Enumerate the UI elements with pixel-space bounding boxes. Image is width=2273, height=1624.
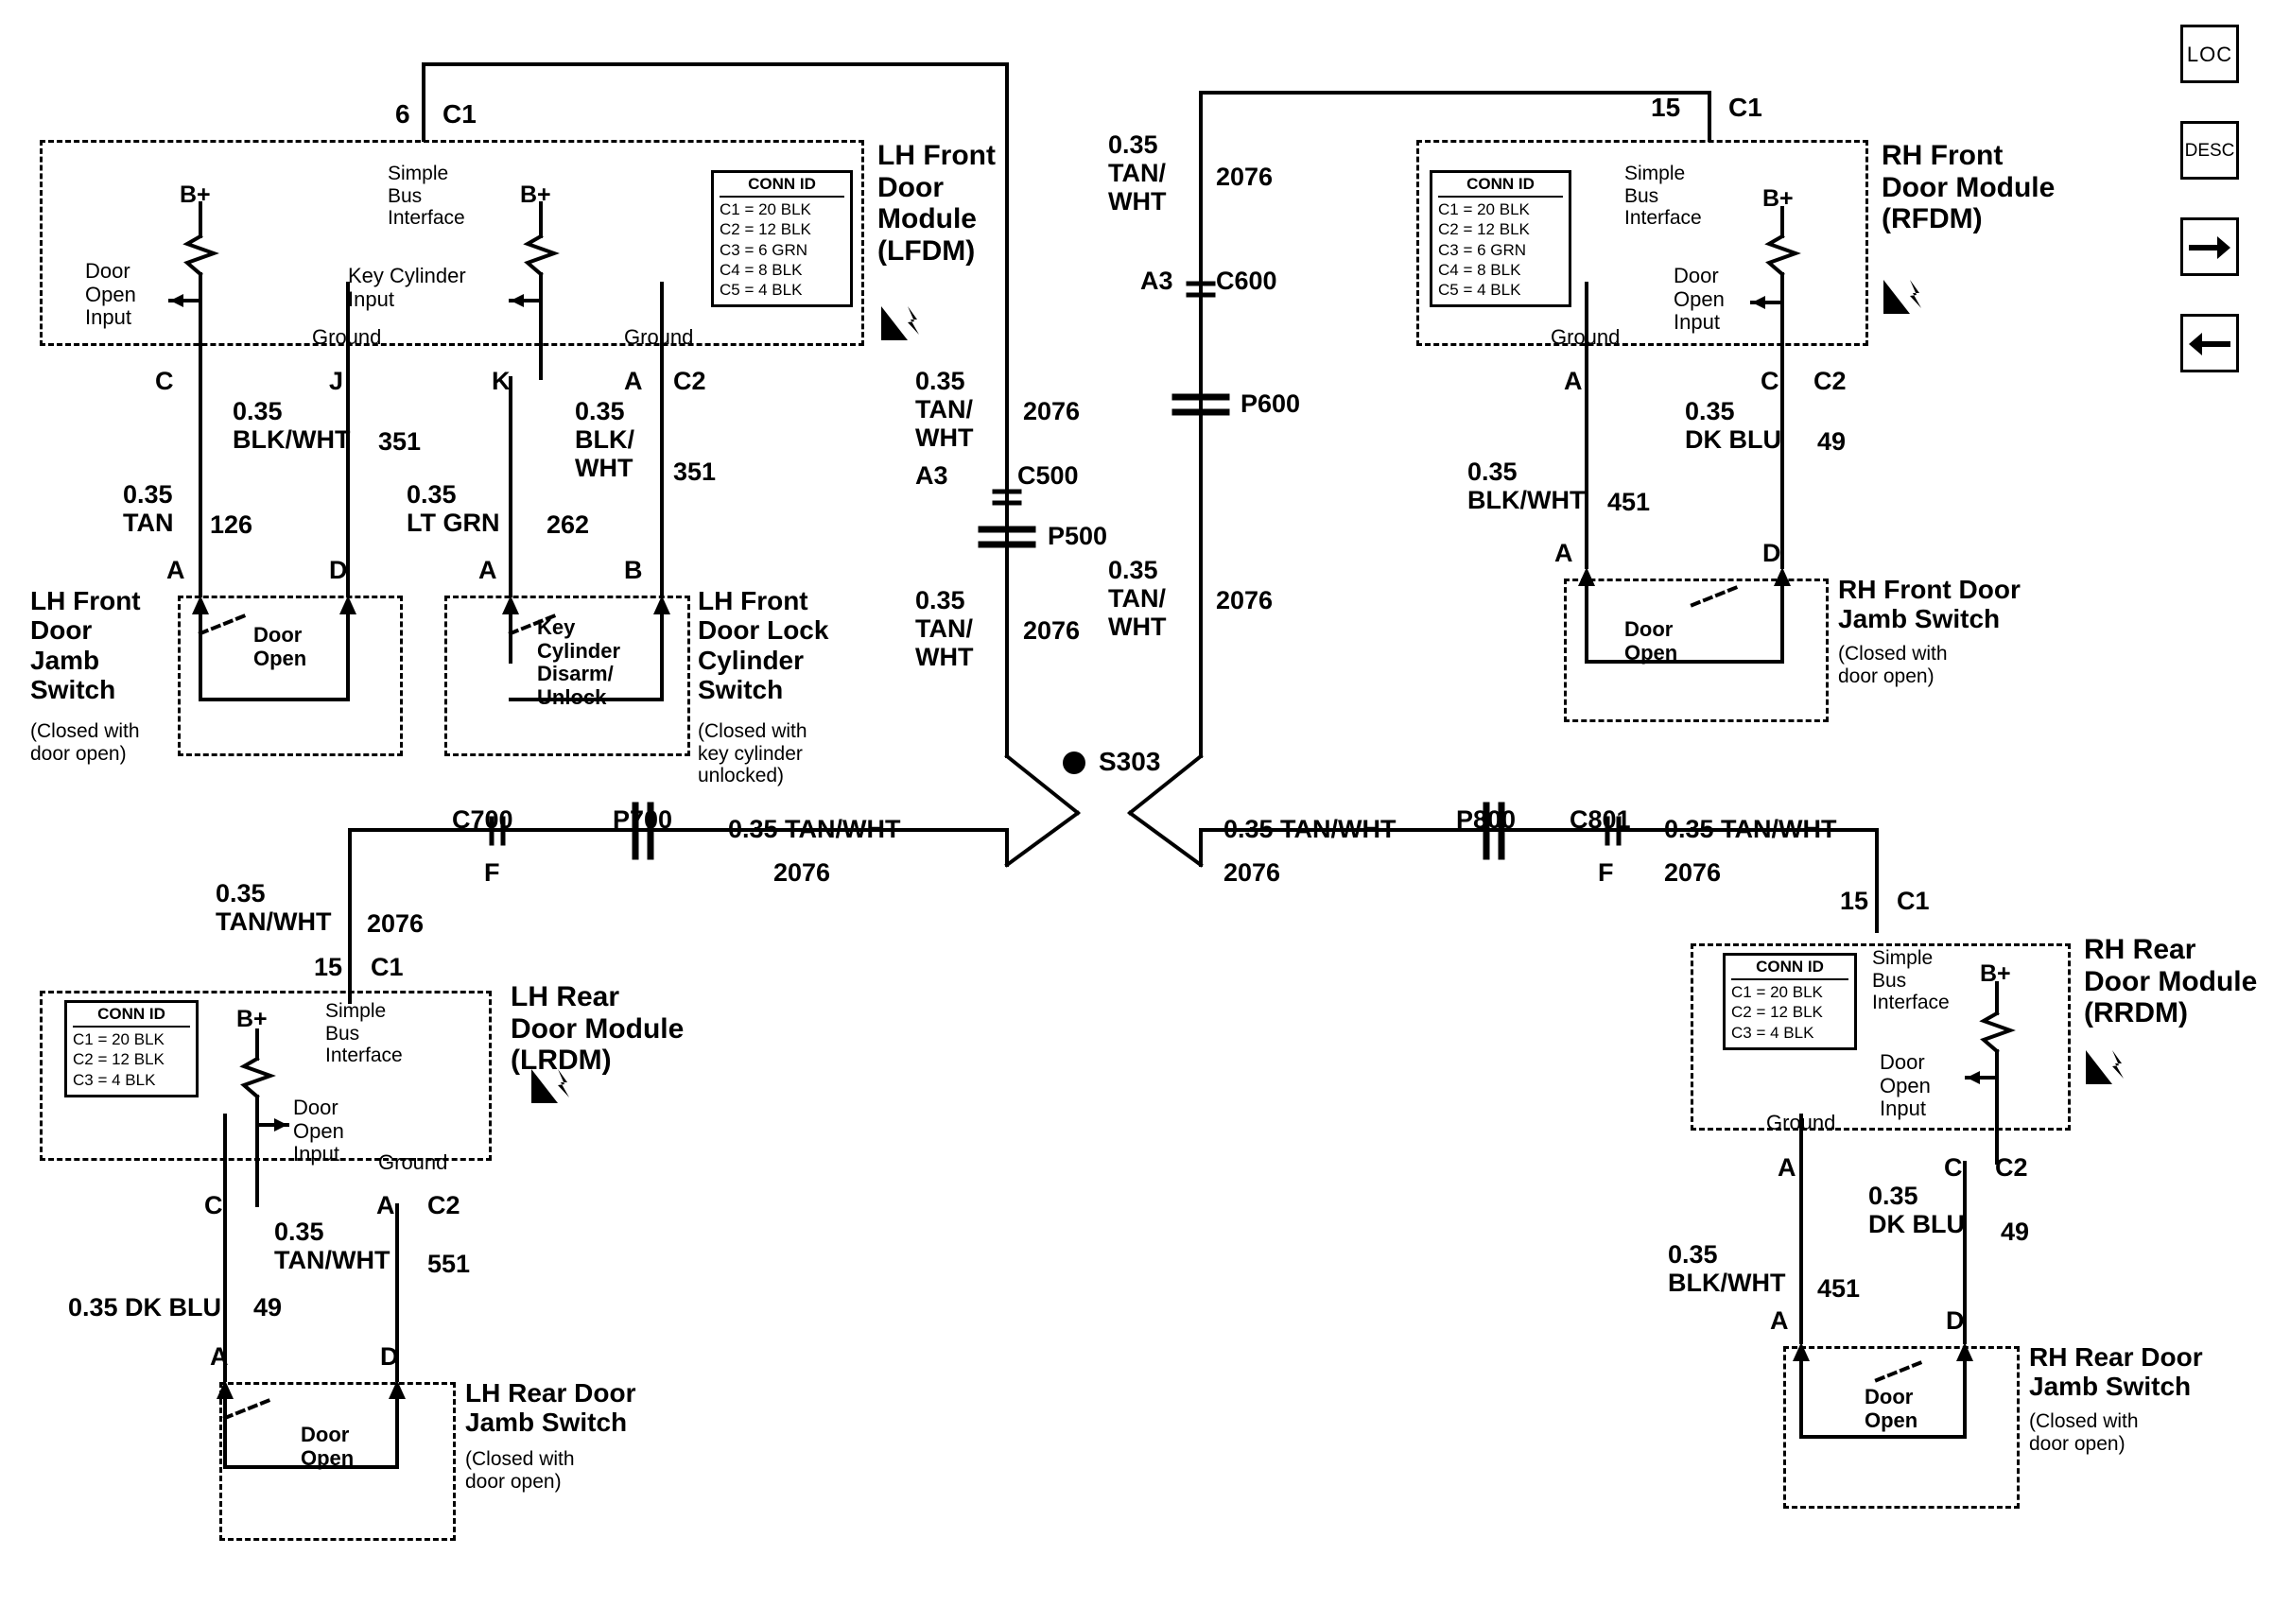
connector-pin-c600: A3 <box>1140 267 1173 295</box>
rfdm-bplus: B+ <box>1762 185 1794 212</box>
wire-circuit-lrdm-dkblu: 49 <box>253 1293 283 1322</box>
pin-label-rh-front-jamb-a: A <box>1554 539 1573 567</box>
esd-sensitive-icon <box>1882 274 1931 316</box>
pin-label-lrdm-a: A <box>376 1191 395 1219</box>
wire-circuit-rfdm-dkblu: 49 <box>1817 427 1847 456</box>
forward-arrow-icon <box>2183 220 2236 273</box>
lfdm-bus-interface-label: Simple Bus Interface <box>388 163 465 230</box>
wire-label-rfdm-top-tanwht: 0.35 TAN/ WHT <box>1108 130 1167 216</box>
switch-note-lh-front-door-lock-cylinder: (Closed with key cylinder unlocked) <box>698 720 807 787</box>
pin-label-lh-rear-jamb-a: A <box>210 1342 229 1371</box>
switch-name-rh-front-door-jamb: RH Front Door Jamb Switch <box>1838 575 2021 634</box>
pin-label-lock-a: A <box>478 556 497 584</box>
lfdm-conn-c1: C1 <box>442 99 477 129</box>
wire-label-lrdm-tanwht: 0.35 TAN/WHT <box>216 879 332 937</box>
rrdm-ground-label: Ground <box>1766 1111 1836 1134</box>
wire-circuit-lfdm-ltgrn: 262 <box>547 510 590 539</box>
lrdm-name: LH Rear Door Module (LRDM) <box>511 981 685 1077</box>
connector-pin-c500: A3 <box>915 461 948 490</box>
switch-state-lh-rear-door-jamb: Door Open <box>301 1423 355 1470</box>
switch-note-lh-front-door-jamb: (Closed with door open) <box>30 720 140 765</box>
switch-state-lh-front-door-lock-cylinder: Key Cylinder Disarm/ Unlock <box>537 615 621 709</box>
lfdm-door-open-input-label: Door Open Input <box>85 259 136 330</box>
wire-circuit-lrdm-tanwht-2: 551 <box>427 1250 471 1278</box>
splice-dot-s303 <box>1063 752 1085 774</box>
rfdm-conn-c1: C1 <box>1728 93 1762 122</box>
switch-box-lh-front-door-jamb <box>178 596 403 756</box>
lrdm-pin-15: 15 <box>314 953 343 981</box>
wire-label-lrdm-dkblu: 0.35 DK BLU <box>68 1293 222 1322</box>
loc-button[interactable] <box>2180 25 2239 83</box>
connector-label-p500: P500 <box>1048 522 1108 550</box>
rrdm-conn-c1: C1 <box>1897 887 1930 915</box>
conn-id-header: CONN ID <box>1438 175 1563 198</box>
pin-label-lfdm-k: K <box>492 367 511 395</box>
lfdm-pin-6: 6 <box>395 99 410 129</box>
conn-id-lfdm <box>711 170 853 307</box>
wire-label-lfdm-blkwht-1: 0.35 BLK/WHT <box>233 397 351 455</box>
lrdm-door-open-input-label: Door Open Input <box>293 1096 344 1166</box>
conn-id-row: C1 = 20 BLK <box>720 200 811 218</box>
pin-label-lrdm-c2: C2 <box>427 1191 460 1219</box>
wire-circuit-lrdm-tanwht: 2076 <box>367 909 425 938</box>
desc-button[interactable] <box>2180 121 2239 180</box>
switch-name-lh-rear-door-jamb: LH Rear Door Jamb Switch <box>465 1378 636 1438</box>
rrdm-name: RH Rear Door Module (RRDM) <box>2084 934 2258 1029</box>
rfdm-pin-15: 15 <box>1651 93 1681 122</box>
connector-label-c700: C700 <box>452 805 513 834</box>
rrdm-door-open-input-label: Door Open Input <box>1880 1050 1931 1121</box>
connector-pin-c700: F <box>484 858 500 887</box>
switch-note-rh-front-door-jamb: (Closed with door open) <box>1838 643 1948 687</box>
conn-id-row: C2 = 12 BLK <box>1731 1003 1823 1022</box>
pin-label-lfdm-c: C <box>155 367 174 395</box>
pin-label-rh-front-jamb-d: D <box>1762 539 1781 567</box>
conn-id-row: C5 = 4 BLK <box>1438 281 1521 299</box>
lfdm-ground-right-label: Ground <box>624 325 694 349</box>
pin-label-rfdm-c2: C2 <box>1813 367 1847 395</box>
pin-label-rrdm-c2: C2 <box>1995 1153 2028 1182</box>
conn-id-header: CONN ID <box>720 175 844 198</box>
pin-label-lh-rear-jamb-d: D <box>380 1342 399 1371</box>
conn-id-row: C4 = 8 BLK <box>720 260 803 279</box>
switch-name-lh-front-door-jamb: LH Front Door Jamb Switch <box>30 586 141 705</box>
conn-id-row: C3 = 4 BLK <box>1731 1023 1814 1042</box>
pin-label-jamb-d: D <box>329 556 348 584</box>
wire-circuit-rfdm-top-tanwht: 2076 <box>1216 163 1274 191</box>
wire-label-lfdm-blkwht-2: 0.35 BLK/ WHT <box>575 397 634 483</box>
pin-label-lfdm-c2: C2 <box>673 367 706 395</box>
wire-label-lfdm-ltgrn: 0.35 LT GRN <box>407 480 500 538</box>
switch-state-rh-front-door-jamb: Door Open <box>1624 617 1678 665</box>
switch-box-rh-front-door-jamb <box>1564 579 1829 722</box>
lrdm-conn-c1: C1 <box>371 953 404 981</box>
wire-circuit-p500-tanwht: 2076 <box>1023 616 1081 645</box>
wire-label-rfdm-blkwht: 0.35 BLK/WHT <box>1467 458 1586 515</box>
conn-id-row: C4 = 8 BLK <box>1438 260 1521 279</box>
conn-id-row: C2 = 12 BLK <box>73 1050 165 1069</box>
wire-label-lrdm-tanwht-2: 0.35 TAN/WHT <box>274 1218 390 1275</box>
rrdm-bplus: B+ <box>1980 960 2011 987</box>
lfdm-bplus-left: B+ <box>180 181 211 208</box>
conn-id-row: C1 = 20 BLK <box>73 1030 165 1048</box>
back-arrow-icon <box>2183 317 2236 370</box>
wire-circuit-lfdm-blkwht-2: 351 <box>673 458 717 486</box>
connector-label-c801: C801 <box>1570 805 1631 834</box>
wire-circuit-c700-tanwht: 2076 <box>773 858 831 887</box>
rfdm-door-open-input-label: Door Open Input <box>1674 264 1725 335</box>
pin-label-lfdm-j: J <box>329 367 344 395</box>
wire-label-p500-tanwht: 0.35 TAN/ WHT <box>915 586 974 672</box>
forward-button[interactable] <box>2180 217 2239 276</box>
conn-id-rfdm <box>1430 170 1571 307</box>
lrdm-ground-label: Ground <box>378 1150 448 1174</box>
wire-circuit-rrdm-dkblu: 49 <box>2001 1218 2030 1246</box>
lrdm-bplus: B+ <box>236 1006 268 1032</box>
wire-circuit-c600-tanwht: 2076 <box>1216 586 1274 614</box>
switch-name-rh-rear-door-jamb: RH Rear Door Jamb Switch <box>2029 1342 2203 1402</box>
lfdm-ground-left-label: Ground <box>312 325 382 349</box>
lrdm-bus-interface-label: Simple Bus Interface <box>325 1000 403 1067</box>
wire-circuit-c800-tanwht: 2076 <box>1223 858 1281 887</box>
wire-circuit-rrdm-blkwht: 451 <box>1817 1274 1861 1303</box>
rfdm-ground-label: Ground <box>1551 325 1621 349</box>
rfdm-name: RH Front Door Module (RFDM) <box>1882 140 2056 235</box>
wire-circuit-c500-tanwht: 2076 <box>1023 397 1081 425</box>
wire-circuit-rfdm-blkwht: 451 <box>1607 488 1651 516</box>
switch-state-lh-front-door-jamb: Door Open <box>253 623 307 670</box>
conn-id-row: C5 = 4 BLK <box>720 281 803 299</box>
connector-label-p700: P700 <box>613 805 673 834</box>
wire-label-c800-tanwht: 0.35 TAN/WHT <box>1223 815 1397 843</box>
wire-circuit-lfdm-blkwht-1: 351 <box>378 427 422 456</box>
wire-label-c500-tanwht: 0.35 TAN/ WHT <box>915 367 974 453</box>
conn-id-lrdm <box>64 1000 199 1097</box>
esd-sensitive-icon <box>879 301 928 342</box>
connector-label-p800: P800 <box>1456 805 1517 834</box>
wire-label-rrdm-dkblu: 0.35 DK BLU <box>1868 1182 1965 1239</box>
wire-label-lfdm-tan: 0.35 TAN <box>123 480 174 538</box>
pin-label-rrdm-c: C <box>1944 1153 1963 1182</box>
conn-id-row: C3 = 6 GRN <box>720 240 808 259</box>
wire-label-rfdm-dkblu: 0.35 DK BLU <box>1685 397 1781 455</box>
loc-button-label: LOC <box>2186 43 2233 66</box>
conn-id-rrdm <box>1723 953 1857 1050</box>
wire-label-c700-tanwht: 0.35 TAN/WHT <box>728 815 901 843</box>
pin-label-rh-rear-jamb-d: D <box>1946 1306 1965 1335</box>
rrdm-bus-interface-label: Simple Bus Interface <box>1872 947 1950 1014</box>
conn-id-row: C1 = 20 BLK <box>1438 200 1530 218</box>
conn-id-row: C1 = 20 BLK <box>1731 983 1823 1001</box>
switch-note-lh-rear-door-jamb: (Closed with door open) <box>465 1448 575 1493</box>
connector-pin-c801: F <box>1598 858 1614 887</box>
wire-label-rrdm-blkwht: 0.35 BLK/WHT <box>1668 1240 1786 1298</box>
pin-label-rfdm-c: C <box>1761 367 1779 395</box>
rfdm-bus-interface-label: Simple Bus Interface <box>1624 163 1702 230</box>
wire-label-c801-tanwht: 0.35 TAN/WHT <box>1664 815 1837 843</box>
pin-label-rfdm-a: A <box>1564 367 1583 395</box>
conn-id-header: CONN ID <box>73 1005 190 1028</box>
pin-label-rh-rear-jamb-a: A <box>1770 1306 1789 1335</box>
esd-sensitive-icon <box>2084 1045 2133 1086</box>
wire-label-c600-tanwht: 0.35 TAN/ WHT <box>1108 556 1167 642</box>
conn-id-header: CONN ID <box>1731 958 1848 980</box>
pin-label-lfdm-a: A <box>624 367 643 395</box>
switch-state-rh-rear-door-jamb: Door Open <box>1865 1385 1918 1432</box>
wire-circuit-lfdm-tan: 126 <box>210 510 253 539</box>
switch-note-rh-rear-door-jamb: (Closed with door open) <box>2029 1410 2139 1455</box>
conn-id-row: C3 = 6 GRN <box>1438 240 1527 259</box>
connector-label-c500: C500 <box>1017 461 1079 490</box>
conn-id-row: C2 = 12 BLK <box>1438 220 1530 239</box>
connector-label-p600: P600 <box>1241 389 1301 418</box>
lfdm-key-cylinder-input-label: Key Cylinder Input <box>348 264 466 311</box>
wire-circuit-c801-tanwht: 2076 <box>1664 858 1722 887</box>
rrdm-pin-15: 15 <box>1840 887 1869 915</box>
conn-id-row: C2 = 12 BLK <box>720 220 811 239</box>
lfdm-name: LH Front Door Module (LFDM) <box>877 140 996 267</box>
conn-id-row: C3 = 4 BLK <box>73 1070 156 1089</box>
desc-button-label: DESC <box>2184 141 2235 161</box>
pin-label-lock-b: B <box>624 556 643 584</box>
pin-label-jamb-a: A <box>166 556 185 584</box>
pin-label-rrdm-a: A <box>1778 1153 1796 1182</box>
splice-label-s303: S303 <box>1099 747 1161 776</box>
pin-label-lrdm-c: C <box>204 1191 223 1219</box>
lfdm-bplus-right: B+ <box>520 181 551 208</box>
connector-label-c600: C600 <box>1216 267 1277 295</box>
switch-name-lh-front-door-lock-cylinder: LH Front Door Lock Cylinder Switch <box>698 586 829 705</box>
back-button[interactable] <box>2180 314 2239 372</box>
